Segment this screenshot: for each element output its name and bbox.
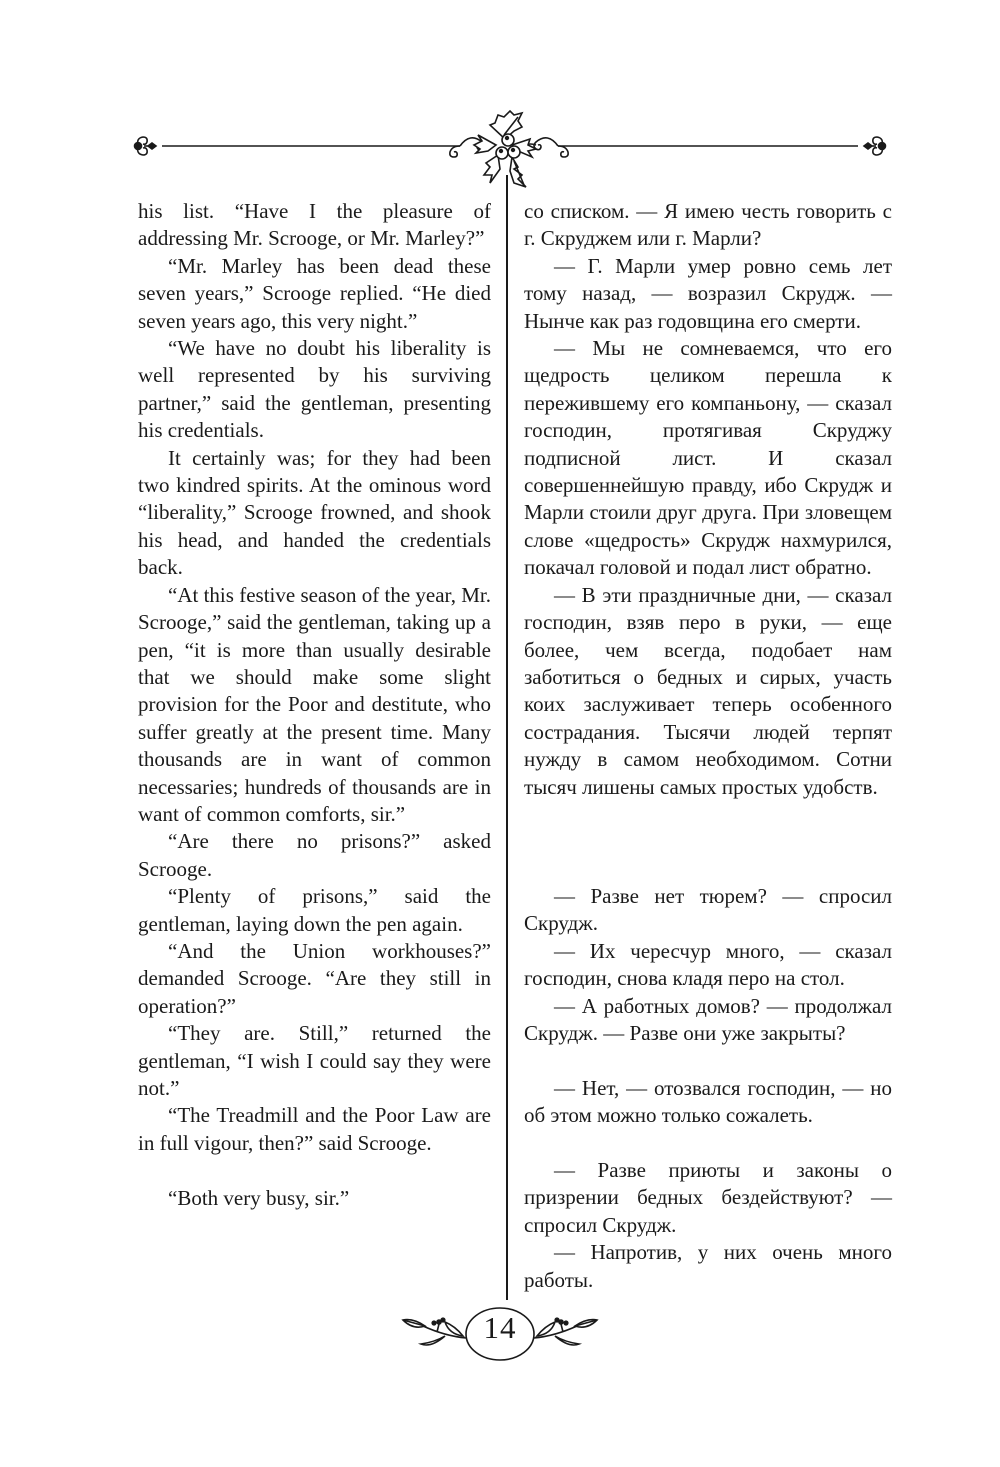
paragraph: “Both very busy, sir.” <box>168 1185 350 1210</box>
paragraph: — Нет, — отозвался господин, — но об этом можно только сожалеть. <box>524 1075 892 1128</box>
paragraph: — В эти праздничные дни, — сказал господин, взяв перо в руки, — еще более, чем всегда, подобает нам заботиться о бедных и сирых, участь коих заслуживает теперь особенного сострадания. Тысячи людей терпят нужду в самом необходимом. Сотни тысяч лишены самых простых удобств. <box>524 582 892 799</box>
paragraph: “At this festive season of the year, Mr. Scrooge,” said the gentleman, taking up a pen, “it is more than usually desirable that we should make some slight provision for the Poor and destitute, who suffer greatly at the present time. Many thousands are in want of common necessaries; hundreds of thousands are in want of common comforts, sir.” <box>138 582 491 826</box>
paragraph: — Мы не сомневаемся, что его щедрость целиком перешла к пережившему его компаньону, — сказал господин, протягивая Скруджу подписной лист. И сказал совершеннейшую правду, ибо Скрудж и Марли стоили друг друга. При зловещем слове «щедрость» Скрудж нахмурился, покачал головой и подал лист обратно. <box>524 336 892 580</box>
paragraph: “And the Union workhouses?” demanded Scrooge. “Are they still in operation?” <box>138 938 491 1018</box>
page-number-ornament <box>395 1290 605 1370</box>
paragraph: — Г. Марли умер ровно семь лет тому назад, — возразил Скрудж. — Нынче как раз годовщина его смерти. <box>524 253 892 333</box>
paragraph: — Их чересчур много, — сказал господин, снова кладя перо на стол. <box>524 938 892 991</box>
paragraph: — А работных домов? — продолжал Скрудж. — Разве они уже закрыты? <box>524 993 892 1045</box>
column-divider <box>506 175 508 1300</box>
paragraph: “They are. Still,” returned the gentleman, “I wish I could say they were not.” <box>138 1021 491 1100</box>
paragraph: — Разве приюты и законы о призрении бедных бездействуют? — спросил Скрудж. <box>524 1157 892 1237</box>
paragraph: — Разве нет тюрем? — спросил Скрудж. <box>524 883 892 936</box>
paragraph: со списком. — Я имею честь говорить с г. Скруджем или г. Марли? <box>524 199 892 251</box>
header-ornament <box>130 105 890 195</box>
spacer <box>138 1157 491 1184</box>
spacer <box>524 1130 892 1157</box>
spacer <box>524 1047 892 1074</box>
paragraph: “The Treadmill and the Poor Law are in full vigour, then?” said Scrooge. <box>138 1103 491 1155</box>
paragraph: “Plenty of prisons,” said the gentleman, laying down the pen again. <box>138 884 491 936</box>
english-column <box>138 198 491 1212</box>
russian-column <box>524 198 892 1294</box>
paragraph: “We have no doubt his liberality is well represented by his surviving partner,” said the gentleman, presenting his credentials. <box>138 336 491 443</box>
holly-ornament-icon <box>130 105 890 195</box>
paragraph: — Напротив, у них очень много работы. <box>524 1240 892 1292</box>
paragraph: It certainly was; for they had been two kindred spirits. At the ominous word “liberality,” Scrooge frowned, and shook his head, and handed the credentials back. <box>138 445 491 580</box>
page-number: 14 <box>483 1310 517 1345</box>
paragraph: his list. “Have I the pleasure of addressing Mr. Scrooge, or Mr. Marley?” <box>138 199 491 251</box>
spacer <box>524 801 892 883</box>
paragraph: “Are there no prisons?” asked Scrooge. <box>138 829 491 881</box>
paragraph: “Mr. Marley has been dead these seven years,” Scrooge replied. “He died seven years ago, this very night.” <box>138 253 491 333</box>
